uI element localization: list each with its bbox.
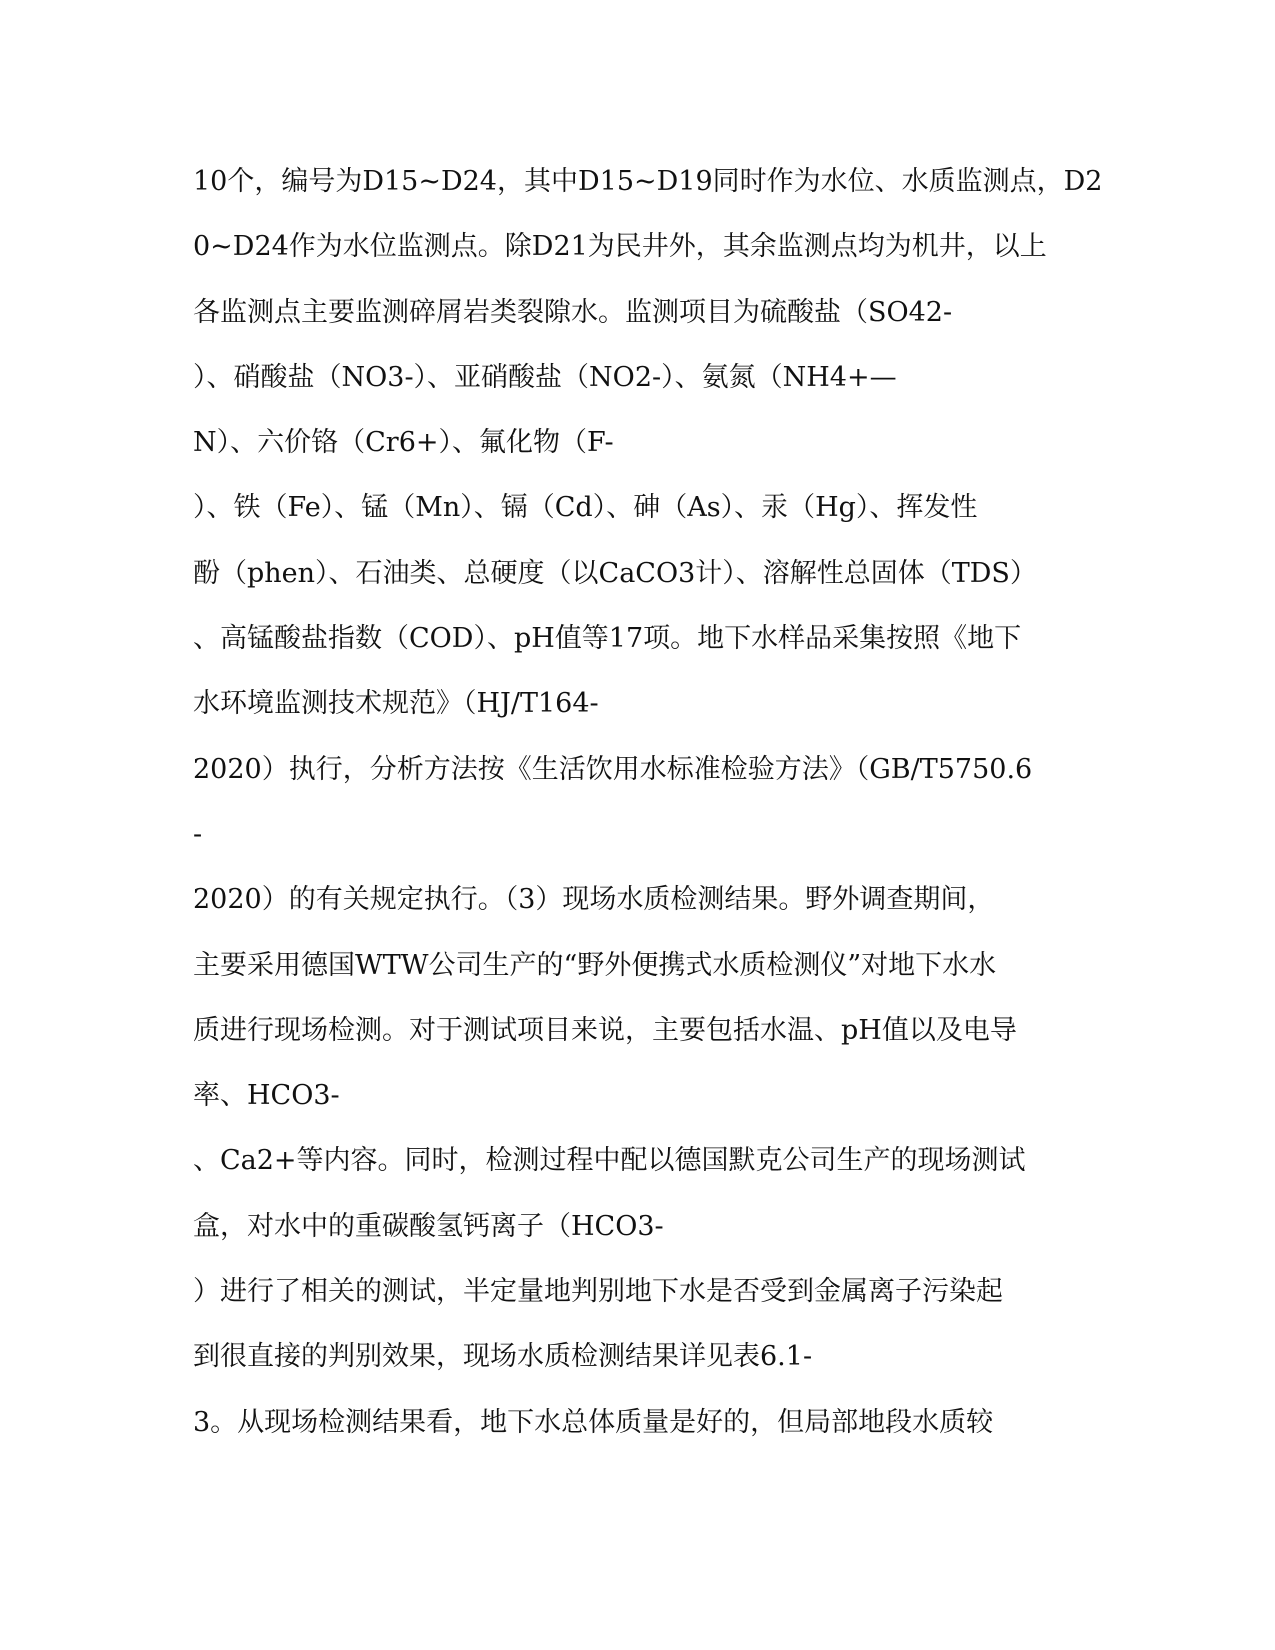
text-line: ）、铁（Fe）、锰（Mn）、镉（Cd）、砷（As）、汞（Hg）、挥发性 <box>193 492 978 524</box>
text-line: 到很直接的判别效果，现场水质检测结果详见表6.1- <box>193 1341 813 1373</box>
text-line: 酚（phen）、石油类、总硬度（以CaCO3计）、溶解性总固体（TDS） <box>193 557 1037 589</box>
text-line: 、高锰酸盐指数（COD）、pH值等17项。地下水样品采集按照《地下 <box>193 623 1022 655</box>
text-line: 主要采用德国WTW公司生产的“野外便携式水质检测仪”对地下水水 <box>193 949 997 981</box>
text-line: 水环境监测技术规范》（HJ/T164- <box>193 688 599 720</box>
text-line: 2020）执行，分析方法按《生活饮用水标准检验方法》（GB/T5750.6 <box>193 753 1033 785</box>
text-line: 率、HCO3- <box>193 1080 340 1112</box>
text-line: N）、六价铬（Cr6+）、氟化物（F- <box>193 427 614 459</box>
text-line: 0~D24作为水位监测点。除D21为民井外，其余监测点均为机井，以上 <box>193 231 1047 263</box>
text-line: 、Ca2+等内容。同时，检测过程中配以德国默克公司生产的现场测试 <box>193 1145 1026 1177</box>
text-line: 盒，对水中的重碳酸氢钙离子（HCO3- <box>193 1210 664 1242</box>
body-text <box>193 162 1103 1468</box>
text-line: 10个，编号为D15~D24，其中D15~D19同时作为水位、水质监测点，D2 <box>193 166 1103 197</box>
text-line: 质进行现场检测。对于测试项目来说，主要包括水温、pH值以及电导 <box>193 1014 1017 1046</box>
text-line: 3。从现场检测结果看，地下水总体质量是好的，但局部地段水质较 <box>193 1406 994 1438</box>
text-line: 2020）的有关规定执行。（3）现场水质检测结果。野外调查期间， <box>193 884 995 916</box>
text-line: ）、硝酸盐（NO3-）、亚硝酸盐（NO2-）、氨氮（NH4+— <box>193 361 897 393</box>
text-line: ）进行了相关的测试，半定量地判别地下水是否受到金属离子污染起 <box>193 1276 1003 1308</box>
text-line: - <box>193 818 203 850</box>
text-line: 各监测点主要监测碎屑岩类裂隙水。监测项目为硫酸盐（SO42- <box>193 296 953 328</box>
